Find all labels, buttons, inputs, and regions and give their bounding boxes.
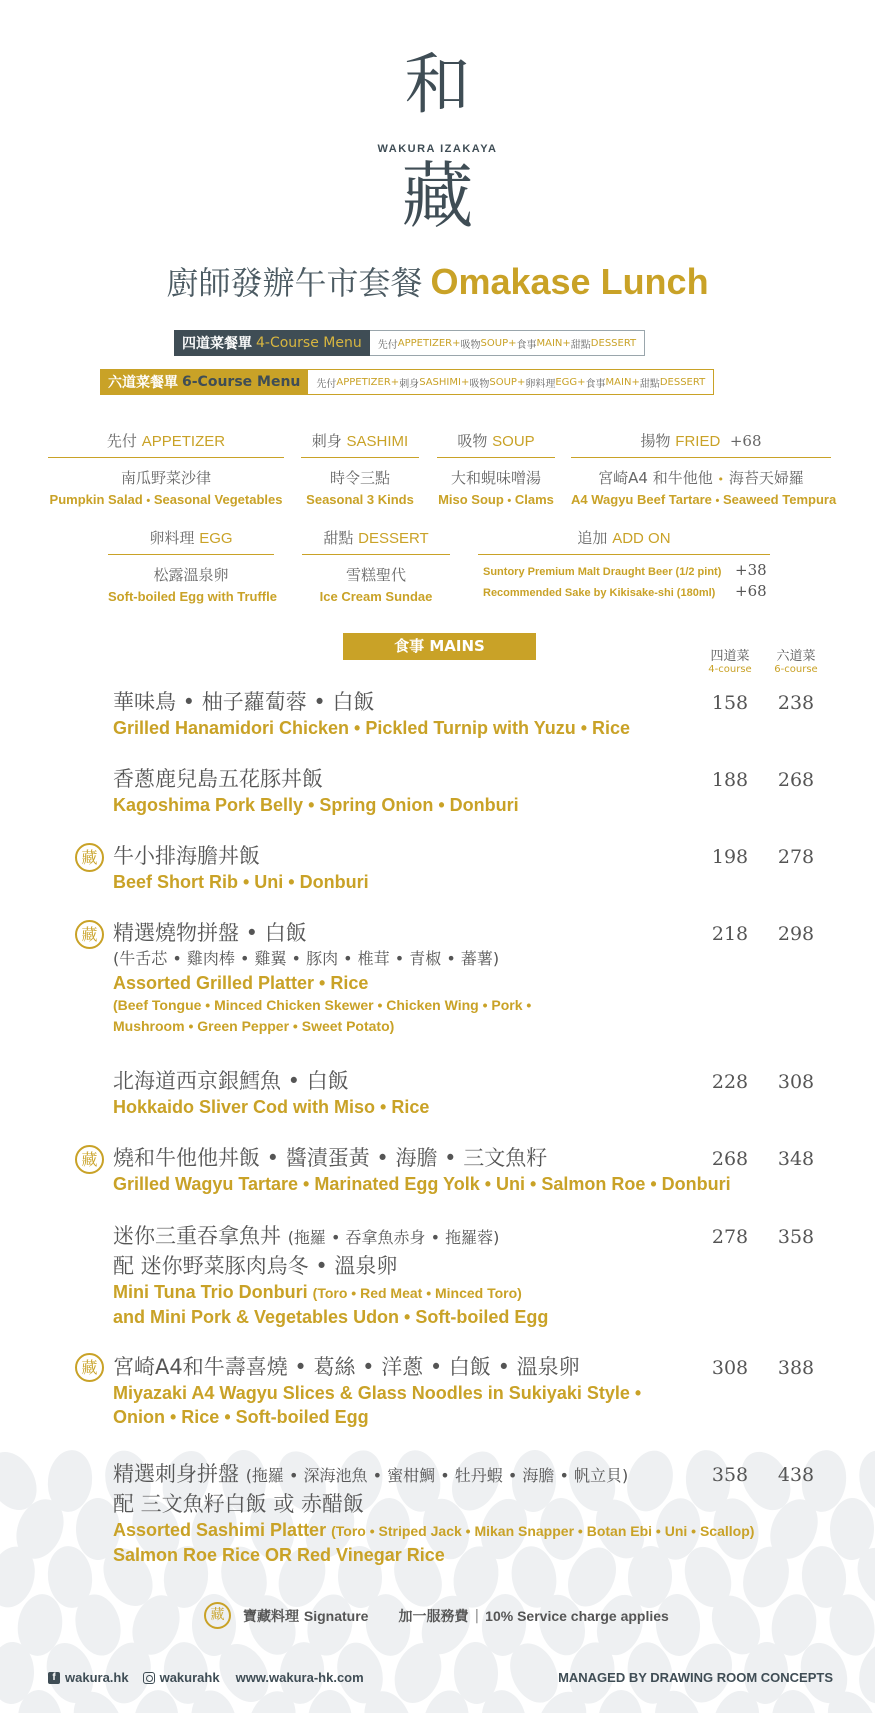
course-item-zh: 甜點 (639, 378, 660, 390)
price-4-course: 198 (711, 846, 749, 868)
facebook-handle[interactable]: wakura.hk (65, 1670, 129, 1685)
dessert-item-en: Ice Cream Sundae (319, 589, 433, 604)
dish-name-zh: 北海道西京銀鱈魚 • 白飯 (113, 1069, 349, 1093)
fried-item-zh-a: 宮崎A4 和牛他他 (598, 469, 713, 487)
signature-legend: 藏 寶藏料理 Signature 加一服務費 | 10% Service charge applies (204, 1602, 669, 1629)
price-4-course: 188 (711, 769, 749, 791)
dish-name-zh (113, 1222, 773, 1252)
dessert-en: DESSERT (358, 530, 429, 547)
main-dish (113, 688, 773, 740)
addon-en: ADD ON (612, 530, 671, 547)
dish-name-zh (113, 1460, 773, 1490)
logo-character-top: 和 (404, 46, 471, 123)
service-charge-zh: 加一服務費 (398, 1608, 469, 1625)
dish-name-zh-line2: 配 迷你野菜豚肉烏冬 • 溫泉卵 (113, 1254, 398, 1278)
dish-name-en: Assorted Grilled Platter • Rice (113, 973, 369, 993)
course-item-zh: 食事 (516, 339, 537, 351)
price-4-course: 158 (711, 692, 749, 714)
dish-name-zh-main: 精選刺身拼盤 (113, 1462, 239, 1486)
title-zh: 廚師發辦午市套餐 (166, 264, 423, 302)
main-dish (113, 1144, 773, 1196)
signature-badge-icon: 藏 (75, 1353, 104, 1382)
appetizer-item-en-a: Pumpkin Salad (49, 492, 143, 507)
addon-heading (478, 527, 770, 555)
fried-item-en-a: A4 Wagyu Beef Tartare (571, 492, 712, 507)
six-course-zh: 六道菜餐單 (108, 375, 178, 391)
egg-heading (108, 527, 274, 555)
dish-name-en: Hokkaido Sliver Cod with Miso • Rice (113, 1097, 430, 1117)
course-item-en: SOUP (489, 376, 517, 388)
course-item-zh: 甜點 (570, 339, 591, 351)
appetizer-item-en: Pumpkin Salad • Seasonal Vegetables (49, 492, 283, 507)
sashimi-item-zh: 時令三點 (329, 469, 390, 487)
fried-item-en-b: Seaweed Tempura (722, 492, 837, 507)
managed-by: MANAGED BY DRAWING ROOM CONCEPTS (558, 1670, 833, 1685)
sashimi-zh: 刺身 (311, 432, 342, 450)
category-sashimi (301, 430, 419, 507)
price-4-course: 218 (711, 923, 749, 945)
addon-item-price: +38 (735, 561, 767, 579)
dish-name-en-main: Assorted Sashimi Platter (113, 1520, 327, 1540)
column-4-en: 4-course (708, 664, 752, 675)
footer-social (48, 1670, 364, 1685)
dish-detail-en: (Beef Tongue • Minced Chicken Skewer • Chicken Wing • Pork • (113, 997, 532, 1013)
addon-item-label: Recommended Sake by Kikisake-shi (180ml) (483, 587, 716, 599)
column-4-zh: 四道菜 (710, 649, 750, 664)
course-item-zh: 食事 (585, 378, 606, 390)
dessert-heading (302, 527, 450, 555)
course-item-en: MAIN (605, 376, 632, 388)
addon-item-price: +68 (735, 582, 767, 600)
appetizer-heading (48, 430, 284, 458)
dessert-zh: 甜點 (323, 529, 354, 547)
course-item-en: APPETIZER (397, 337, 453, 349)
course-item-zh: 先付 (377, 339, 398, 351)
dish-name-en (113, 1280, 773, 1305)
category-fried (571, 430, 837, 507)
mains-header-zh: 食事 (394, 637, 425, 655)
dish-name-en-line2: Salmon Roe Rice OR Red Vinegar Rice (113, 1545, 445, 1565)
dish-detail-zh: (牛舌芯 • 雞肉棒 • 雞翼 • 豚肉 • 椎茸 • 青椒 • 蕃薯) (113, 949, 500, 968)
plus-separator: + (562, 337, 571, 349)
dish-name-en-line2: Onion • Rice • Soft-boiled Egg (113, 1407, 369, 1427)
plus-separator: + (460, 376, 470, 388)
plus-separator: + (631, 376, 640, 388)
fried-price: +68 (729, 432, 762, 450)
fried-item-zh-b: 海苔天婦羅 (728, 469, 804, 487)
price-6-course: 298 (777, 923, 815, 945)
column-6-zh: 六道菜 (776, 649, 816, 664)
course-item-zh: 卵料理 (525, 378, 556, 390)
four-course-items (370, 330, 645, 356)
dish-detail-zh: (拖羅 • 吞拿魚赤身 • 拖羅蓉) (287, 1228, 500, 1247)
dish-name-zh-main: 迷你三重吞拿魚丼 (113, 1224, 281, 1248)
soup-heading (437, 430, 555, 458)
dish-name-zh: 燒和牛他他丼飯 • 醬漬蛋黃 • 海膽 • 三文魚籽 (113, 1146, 548, 1170)
four-course-menu (174, 330, 645, 356)
egg-en: EGG (199, 530, 233, 547)
dish-name-en: Grilled Wagyu Tartare • Marinated Egg Yolk • Uni • Salmon Roe • Donburi (113, 1174, 731, 1194)
appetizer-en: APPETIZER (141, 433, 226, 450)
plus-separator: + (508, 337, 517, 349)
soup-item-en-a: Miso Soup (438, 492, 504, 507)
price-6-course: 358 (777, 1226, 815, 1248)
main-dish (113, 919, 773, 1037)
course-item-zh: 刺身 (399, 378, 420, 390)
title-en: Omakase Lunch (430, 261, 709, 302)
dish-name-zh: 華味鳥 • 柚子蘿蔔蓉 • 白飯 (113, 690, 375, 714)
column-header-4-course (700, 645, 760, 675)
main-dish (113, 1460, 773, 1567)
dish-name-zh: 牛小排海膽丼飯 (113, 844, 260, 868)
price-6-course: 348 (777, 1148, 815, 1170)
logo-character-bottom: 藏 (401, 154, 474, 238)
signature-legend-icon: 藏 (204, 1602, 231, 1629)
dish-detail-en: Mushroom • Green Pepper • Sweet Potato) (113, 1018, 395, 1034)
dish-name-en: Beef Short Rib • Uni • Donburi (113, 872, 369, 892)
soup-zh: 吸物 (457, 432, 488, 450)
sashimi-en: SASHIMI (346, 433, 409, 450)
soup-item-en: Miso Soup • Clams (438, 492, 554, 507)
dish-name-en-line2: and Mini Pork & Vegetables Udon • Soft-boiled Egg (113, 1307, 549, 1327)
course-item-zh: 先付 (316, 378, 337, 390)
fried-zh: 揚物 (640, 432, 671, 450)
plus-separator: + (452, 337, 461, 349)
addon-item-label: Suntory Premium Malt Draught Beer (1/2 pint) (483, 566, 722, 578)
mains-header-en: MAINS (429, 637, 485, 655)
dessert-item-zh: 雪糕聖代 (345, 566, 406, 584)
dish-name-en: Kagoshima Pork Belly • Spring Onion • Donburi (113, 795, 519, 815)
fried-heading (571, 430, 831, 458)
course-item-en: DESSERT (590, 337, 637, 349)
course-item-en: EGG (555, 376, 578, 388)
course-item-zh: 吸物 (460, 339, 481, 351)
price-6-course: 438 (777, 1464, 815, 1486)
price-4-course: 308 (711, 1357, 749, 1379)
plus-separator: + (577, 376, 586, 388)
appetizer-item-zh: 南瓜野菜沙律 (120, 469, 211, 487)
egg-item-en: Soft-boiled Egg with Truffle (108, 589, 277, 604)
dish-detail-en: (Toro • Red Meat • Minced Toro) (312, 1285, 522, 1301)
category-egg (108, 527, 277, 604)
signature-badge-icon: 藏 (75, 1145, 104, 1174)
signature-badge-icon: 藏 (75, 920, 104, 949)
soup-item-en-b: Clams (514, 492, 554, 507)
main-dish (113, 1222, 773, 1329)
dish-name-en (113, 1518, 773, 1543)
mains-header (343, 633, 536, 660)
four-course-en: 4-Course Menu (256, 335, 362, 351)
legend-en: Signature (303, 1607, 369, 1624)
instagram-icon (143, 1672, 155, 1684)
main-dish (113, 842, 773, 894)
course-item-en: APPETIZER (336, 376, 391, 388)
dish-detail-en: (Toro • Striped Jack • Mikan Snapper • Botan Ebi • Uni • Scallop) (331, 1523, 755, 1539)
egg-zh: 卵料理 (149, 529, 195, 547)
four-course-zh: 四道菜餐單 (182, 336, 252, 352)
fried-en: FRIED (675, 433, 721, 450)
sashimi-item-en: Seasonal 3 Kinds (306, 492, 414, 507)
price-6-course: 268 (777, 769, 815, 791)
dish-name-en-main: Mini Tuna Trio Donburi (113, 1282, 308, 1302)
legend-zh: 寶藏料理 (243, 1608, 299, 1625)
four-course-tag (174, 330, 370, 356)
appetizer-item-en-b: Seasonal Vegetables (153, 492, 283, 507)
six-course-en: 6-Course Menu (182, 374, 301, 390)
plus-separator: + (390, 376, 400, 388)
column-header-6-course (766, 645, 826, 675)
soup-en: SOUP (492, 433, 535, 450)
dish-name-zh-line2: 配 三文魚籽白飯 或 赤醋飯 (113, 1492, 365, 1516)
main-dish (113, 1353, 773, 1429)
category-dessert (302, 527, 450, 604)
course-item-en: SASHIMI (419, 376, 461, 388)
course-item-zh: 吸物 (469, 378, 490, 390)
price-4-course: 278 (711, 1226, 749, 1248)
dish-name-zh: 宮崎A4和牛壽喜燒 • 葛絲 • 洋蔥 • 白飯 • 溫泉卵 (113, 1355, 580, 1379)
instagram-handle[interactable]: wakurahk (159, 1670, 220, 1685)
category-soup (437, 430, 555, 507)
price-6-course: 278 (777, 846, 815, 868)
category-addon (478, 527, 770, 555)
price-6-course: 388 (777, 1357, 815, 1379)
facebook-icon: f (48, 1672, 60, 1684)
fried-item-en: A4 Wagyu Beef Tartare • Seaweed Tempura (571, 492, 837, 507)
addon-zh: 追加 (577, 529, 608, 547)
price-6-course: 238 (777, 692, 815, 714)
fried-item-zh: 宮崎A4 和牛他他 • 海苔天婦羅 (598, 469, 804, 487)
dish-name-zh: 精選燒物拼盤 • 白飯 (113, 921, 307, 945)
service-charge-en: 10% Service charge applies (485, 1607, 669, 1624)
column-6-en: 6-course (774, 664, 818, 675)
plus-separator: + (516, 376, 526, 388)
egg-item-zh: 松露溫泉卵 (153, 566, 229, 584)
signature-badge-icon: 藏 (75, 843, 104, 872)
course-item-en: MAIN (536, 337, 563, 349)
six-course-items (308, 369, 714, 395)
price-4-course: 268 (711, 1148, 749, 1170)
dish-name-en: Miyazaki A4 Wagyu Slices & Glass Noodles in Sukiyaki Style • (113, 1383, 642, 1403)
dish-name-en: Grilled Hanamidori Chicken • Pickled Turnip with Yuzu • Rice (113, 718, 631, 738)
main-dish (113, 765, 773, 817)
sashimi-heading (301, 430, 419, 458)
soup-item-zh: 大和蜆味噌湯 (450, 469, 541, 487)
price-4-course: 228 (711, 1071, 749, 1093)
course-item-en: DESSERT (659, 376, 706, 388)
category-appetizer (48, 430, 284, 507)
dish-name-zh: 香蔥鹿兒島五花豚丼飯 (113, 767, 323, 791)
six-course-tag (100, 369, 308, 395)
logo-brand-name: WAKURA IZAKAYA (377, 143, 498, 155)
website-link[interactable]: www.wakura-hk.com (235, 1670, 364, 1685)
appetizer-zh: 先付 (106, 432, 137, 450)
main-dish (113, 1067, 773, 1119)
six-course-menu (100, 369, 714, 395)
price-4-course: 358 (711, 1464, 749, 1486)
price-6-course: 308 (777, 1071, 815, 1093)
course-item-en: SOUP (480, 337, 509, 349)
dish-detail-zh: (拖羅 • 深海池魚 • 蜜柑鯛 • 牡丹蝦 • 海膽 • 帆立貝) (245, 1466, 629, 1485)
page-title (0, 258, 875, 304)
